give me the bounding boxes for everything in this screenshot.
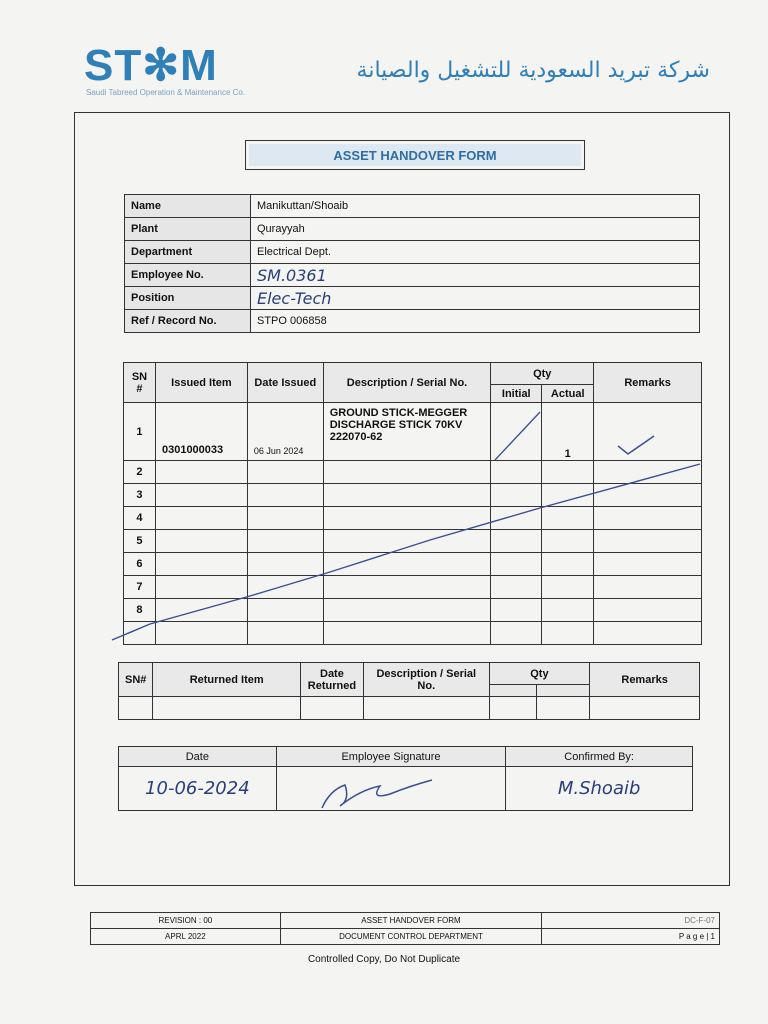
- cell-sn: 1: [124, 403, 156, 461]
- cell-sn: 8: [124, 599, 156, 622]
- signoff-signature-header: Employee Signature: [276, 747, 506, 767]
- initial-tick: [495, 412, 540, 460]
- info-label: Department: [125, 241, 251, 264]
- company-arabic-name: شركة تبريد السعودية للتشغيل والصيانة: [356, 58, 710, 83]
- info-label: Ref / Record No.: [125, 310, 251, 333]
- document-footer: [90, 912, 720, 945]
- col-sn: SN #: [124, 363, 156, 403]
- cell-date: 06 Jun 2024: [247, 403, 323, 461]
- info-value: Elec-Tech: [251, 287, 700, 310]
- signoff-date: 10-06-2024: [119, 767, 277, 811]
- info-value: STPO 006858: [251, 310, 700, 333]
- footer-code: DC-F-07: [542, 913, 720, 929]
- cancel-line: [112, 464, 700, 640]
- info-value: Manikuttan/Shoaib: [251, 195, 700, 218]
- cell-item: 0301000033: [155, 403, 247, 461]
- cell-sn: 2: [124, 461, 156, 484]
- info-value: SM.0361: [251, 264, 700, 287]
- info-value: Electrical Dept.: [251, 241, 700, 264]
- col-date-issued: Date Issued: [247, 363, 323, 403]
- info-label: Employee No.: [125, 264, 251, 287]
- col-remarks: Remarks: [594, 363, 702, 403]
- col-issued-item: Issued Item: [155, 363, 247, 403]
- col-qty: Qty: [491, 363, 594, 385]
- ret-col-item: Returned Item: [153, 663, 301, 697]
- company-tagline: Saudi Tabreed Operation & Maintenance Co.: [86, 88, 246, 97]
- ret-qty-b: [537, 685, 590, 697]
- footer-date: APRL 2022: [91, 929, 281, 945]
- returned-row: [119, 697, 700, 720]
- signoff-confirmed-header: Confirmed By:: [506, 747, 693, 767]
- col-qty-actual: Actual: [542, 385, 594, 403]
- footer-dept: DOCUMENT CONTROL DEPARTMENT: [280, 929, 542, 945]
- ret-col-date: Date Returned: [300, 663, 363, 697]
- footer-revision: REVISION : 00: [91, 913, 281, 929]
- returned-items-table: [118, 662, 700, 720]
- controlled-copy-note: Controlled Copy, Do Not Duplicate: [307, 954, 461, 965]
- signoff-confirmed-by: M.Shoaib: [506, 767, 693, 811]
- cell-sn: 6: [124, 553, 156, 576]
- signature-cell: [276, 767, 506, 811]
- footer-form: ASSET HANDOVER FORM: [280, 913, 542, 929]
- info-label: Position: [125, 287, 251, 310]
- cell-sn: 4: [124, 507, 156, 530]
- remarks-tick-icon: [618, 436, 654, 454]
- cell-sn: 3: [124, 484, 156, 507]
- footer-page: P a g e | 1: [542, 929, 720, 945]
- cell-actual: 1: [542, 403, 594, 461]
- form-title: ASSET HANDOVER FORM: [249, 144, 581, 166]
- info-value: Qurayyah: [251, 218, 700, 241]
- cell-desc: GROUND STICK-MEGGER DISCHARGE STICK 70KV 222070-62: [323, 403, 491, 461]
- signoff-table: [118, 746, 693, 811]
- company-logo: ST✻M: [84, 41, 218, 90]
- cell-sn: 5: [124, 530, 156, 553]
- info-label: Plant: [125, 218, 251, 241]
- signoff-date-header: Date: [119, 747, 277, 767]
- ret-qty-a: [489, 685, 537, 697]
- ret-col-description: Description / Serial No.: [363, 663, 489, 697]
- ret-col-qty: Qty: [489, 663, 590, 685]
- ret-col-sn: SN#: [119, 663, 153, 697]
- info-label: Name: [125, 195, 251, 218]
- col-qty-initial: Initial: [491, 385, 542, 403]
- ret-col-remarks: Remarks: [590, 663, 700, 697]
- cell-sn: 7: [124, 576, 156, 599]
- col-description: Description / Serial No.: [323, 363, 491, 403]
